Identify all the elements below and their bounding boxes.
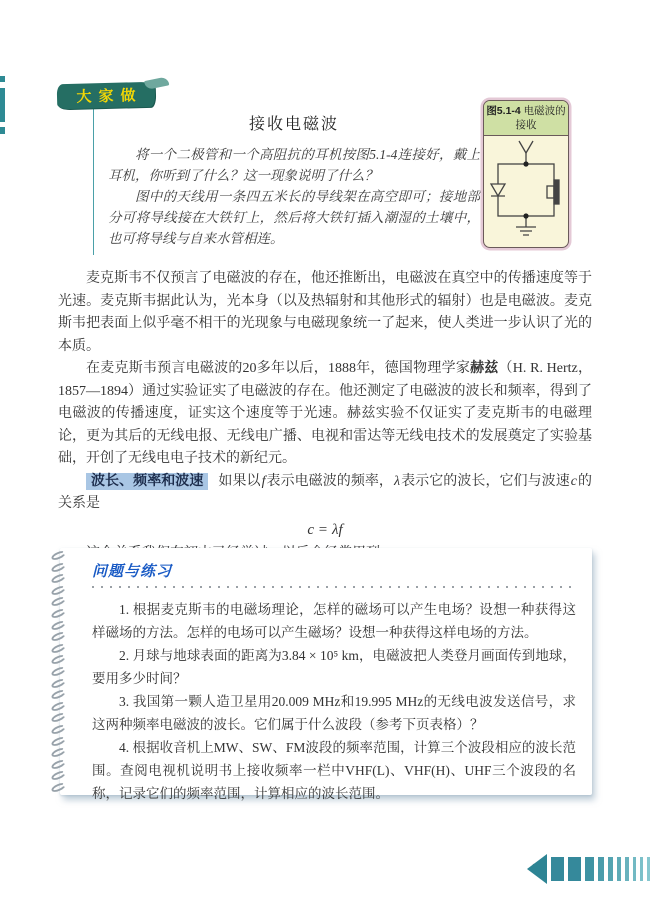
figure-label: 图5.1-4 [486,105,521,117]
spiral-coil [50,630,67,642]
formula-equals: = [315,521,331,538]
figure-title: 电磁波的接收 [515,105,566,131]
question-2: 2. 月球与地球表面的距离为3.84 × 10⁵ km，电磁波把人类登月画面传到地球，要用多少时间？ [92,648,576,686]
formula [58,522,592,539]
exercises-card [60,548,592,801]
spiral-coil [50,700,67,712]
body-paragraph-2 [58,358,592,471]
spiral-coil [50,561,67,573]
spiral-coil [50,584,67,596]
body-paragraph-2-post: （H. R. Hertz，1857—1894）通过实验证实了电磁波的存在。他还测定了电磁波的波长和频率，得到了电磁波的传播速度，证实这个速度等于光速。赫兹实验不仅证实了麦克斯韦的电磁理论，更为其后的无线电报、无线电广播、电视和雷达等无线电技术的发展奠定了实验基础，开创了无线电电子技术的新纪元。 [58,361,593,466]
term-highlight: 波长、频率和波速 [86,473,208,490]
activity-badge [57,82,156,110]
relation-text: 表示它的波长，它们与波速 [401,473,570,489]
spiral-coil [50,596,67,608]
activity-title: 接收电磁波 [248,116,339,133]
body-paragraph-2-pre: 在麦克斯韦预言电磁波的20多年以后，1888年，德国物理学家 [86,361,471,376]
speed-symbol: c [570,473,577,489]
spiral-coil [50,619,67,631]
exercises-title: 问题与练习 [92,563,173,580]
ground-icon [516,216,536,235]
term-paragraph [58,471,592,516]
body-paragraph-1: 麦克斯韦不仅预言了电磁波的存在，他还推断出，电磁波在真空中的传播速度等于光速。麦克斯韦据此认为，光本身（以及热辐射和其他形式的辐射）也是电磁波。麦克斯韦把表面上似乎毫不相干的光现象与电磁现象统一了起来，使人类进一步认识了光的本质。 [58,271,592,354]
edge-tick [0,76,5,82]
formula-rhs: λf [331,521,343,538]
question-1: 1. 根据麦克斯韦的电磁场理论，怎样的磁场可以产生电场？设想一种获得这样磁场的方法。怎样的电场可以产生磁场？设想一种获得这样电场的方法。 [92,602,576,640]
earphone-icon [547,180,559,204]
dotted-divider [92,586,576,588]
frequency-symbol: f [261,473,266,489]
figure-box [483,100,569,248]
page-number: 69 [531,860,547,876]
question-4: 4. 根据收音机上MW、SW、FM波段的频率范围，计算三个波段相应的波长范围。查阅电视机说明书上接收频率一栏中VHF(L)、VHF(H)、UHF三个波段的名称，记录它们的频率范围，计算相应的波长范围。 [92,740,576,801]
spiral-coil [50,642,67,654]
wavelength-symbol: λ [394,473,401,489]
spiral-coil [50,770,67,782]
antenna-icon [519,141,533,164]
relation-text: 如果以 [218,473,261,489]
activity-section [93,103,480,255]
relation-text: 表示电磁波的频率， [266,473,393,489]
spiral-coil [50,723,67,735]
relation-text: 的关系是 [58,473,593,511]
spiral-coil [50,572,67,584]
page-back-arrow-icon [527,853,650,885]
edge-tick [0,127,5,134]
spiral-binding [51,552,71,791]
spiral-coil [50,735,67,747]
activity-paragraph-1: 将一个二极管和一个高阻抗的耳机按图5.1-4连接好，戴上耳机，你听到了什么？这一现象说明了什么？ [108,147,480,183]
edge-bar [0,88,5,122]
activity-paragraph-2: 图中的天线用一条四五米长的导线架在高空即可；接地部分可将导线接在大铁钉上，然后将大铁钉插入潮湿的土壤中，也可将导线与自来水管相连。 [108,189,480,246]
spiral-coil [50,549,67,561]
spiral-coil [50,665,67,677]
activity-badge-label: 大家做 [76,87,143,106]
question-3: 3. 我国第一颗人造卫星用20.009 MHz和19.995 MHz的无线电波发送信号，求这两种频率电磁波的波长。它们属于什么波段（参考下页表格）？ [92,694,576,732]
spiral-coil [50,654,67,666]
main-text [58,268,592,565]
spiral-coil [50,688,67,700]
spiral-coil [50,712,67,724]
formula-lhs: c [307,521,315,538]
figure-caption [484,101,568,136]
arrow-head [527,854,547,884]
spiral-coil [50,677,67,689]
spiral-coil [50,758,67,770]
page-edge-marks [0,76,5,134]
hertz-name: 赫兹 [470,361,499,376]
diode-icon [491,184,505,196]
spiral-coil [50,607,67,619]
spiral-coil [50,746,67,758]
circuit-diagram [484,138,568,242]
